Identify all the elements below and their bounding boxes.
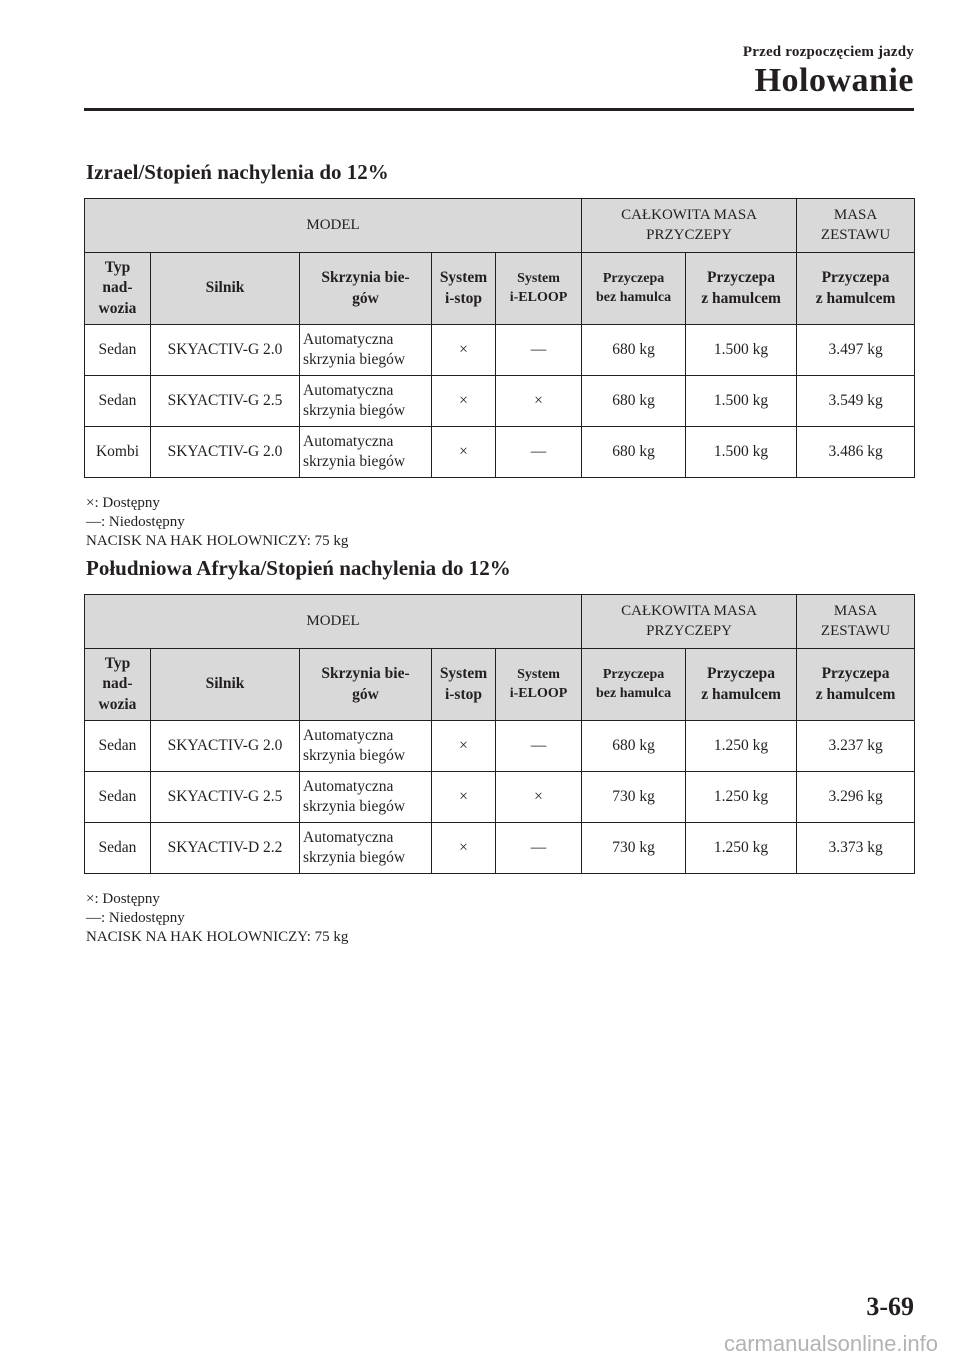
header-body-type: Typ nad- wozia <box>85 253 151 325</box>
cell-body: Sedan <box>85 325 151 376</box>
header-engine: Silnik <box>151 649 300 721</box>
header-model: MODEL <box>85 199 582 253</box>
header-trailer-no-brake: Przyczepa bez hamulca <box>582 649 686 721</box>
cell-trailer-brake: 1.500 kg <box>686 427 797 478</box>
cell-trailer-brake: 1.500 kg <box>686 325 797 376</box>
header-gearbox: Skrzynia bie- gów <box>300 649 432 721</box>
cell-engine: SKYACTIV-G 2.0 <box>151 427 300 478</box>
cell-combo-mass: 3.497 kg <box>797 325 915 376</box>
table-row <box>85 325 915 376</box>
cell-gearbox: Automatyczna skrzynia biegów <box>300 325 432 376</box>
cell-ieloop: — <box>496 427 582 478</box>
cell-engine: SKYACTIV-G 2.0 <box>151 325 300 376</box>
cell-trailer-brake: 1.250 kg <box>686 823 797 874</box>
cell-gearbox: Automatyczna skrzynia biegów <box>300 427 432 478</box>
cell-combo-mass: 3.237 kg <box>797 721 915 772</box>
header-istop: System i-stop <box>432 253 496 325</box>
section-title-south-africa: Południowa Afryka/Stopień nachylenia do 12% <box>86 556 511 580</box>
cell-gearbox: Automatyczna skrzynia biegów <box>300 772 432 823</box>
header-trailer-brake: Przyczepa z hamulcem <box>686 253 797 325</box>
header-gearbox: Skrzynia bie- gów <box>300 253 432 325</box>
towing-table-israel <box>84 198 915 478</box>
cell-gearbox: Automatyczna skrzynia biegów <box>300 721 432 772</box>
cell-ieloop: — <box>496 823 582 874</box>
header-istop: System i-stop <box>432 649 496 721</box>
header-trailer-brake: Przyczepa z hamulcem <box>686 649 797 721</box>
note-tow-load: NACISK NA HAK HOLOWNICZY: 75 kg <box>86 533 349 549</box>
cell-combo-mass: 3.486 kg <box>797 427 915 478</box>
watermark: carmanualsonline.info <box>723 1331 938 1356</box>
table-row <box>85 376 915 427</box>
cell-gearbox: Automatyczna skrzynia biegów <box>300 376 432 427</box>
header-divider <box>84 108 914 111</box>
cell-istop: × <box>432 376 496 427</box>
cell-trailer-no-brake: 680 kg <box>582 325 686 376</box>
cell-trailer-no-brake: 680 kg <box>582 427 686 478</box>
header-total-trailer-mass: CAŁKOWITA MASA PRZYCZEPY <box>582 199 797 253</box>
page-number: 3-69 <box>866 1292 914 1321</box>
cell-engine: SKYACTIV-G 2.0 <box>151 721 300 772</box>
cell-istop: × <box>432 427 496 478</box>
header-combo-trailer-brake: Przyczepa z hamulcem <box>797 253 915 325</box>
note-available: ×: Dostępny <box>86 495 160 511</box>
cell-trailer-no-brake: 680 kg <box>582 376 686 427</box>
cell-body: Sedan <box>85 376 151 427</box>
cell-ieloop: — <box>496 721 582 772</box>
cell-body: Kombi <box>85 427 151 478</box>
note-unavailable: —: Niedostępny <box>86 514 185 530</box>
header-ieloop: System i-ELOOP <box>496 649 582 721</box>
cell-body: Sedan <box>85 772 151 823</box>
cell-istop: × <box>432 823 496 874</box>
header-engine: Silnik <box>151 253 300 325</box>
table-notes <box>86 890 348 947</box>
cell-body: Sedan <box>85 823 151 874</box>
cell-trailer-brake: 1.250 kg <box>686 721 797 772</box>
table-row <box>85 772 915 823</box>
cell-trailer-brake: 1.250 kg <box>686 772 797 823</box>
header-total-trailer-mass: CAŁKOWITA MASA PRZYCZEPY <box>582 595 797 649</box>
cell-engine: SKYACTIV-G 2.5 <box>151 376 300 427</box>
cell-trailer-no-brake: 730 kg <box>582 772 686 823</box>
cell-istop: × <box>432 325 496 376</box>
note-unavailable: —: Niedostępny <box>86 910 185 926</box>
cell-combo-mass: 3.296 kg <box>797 772 915 823</box>
cell-istop: × <box>432 721 496 772</box>
table-row <box>85 721 915 772</box>
cell-combo-mass: 3.549 kg <box>797 376 915 427</box>
cell-ieloop: × <box>496 376 582 427</box>
cell-trailer-brake: 1.500 kg <box>686 376 797 427</box>
table-row <box>85 823 915 874</box>
cell-gearbox: Automatyczna skrzynia biegów <box>300 823 432 874</box>
header-trailer-no-brake: Przyczepa bez hamulca <box>582 253 686 325</box>
cell-body: Sedan <box>85 721 151 772</box>
towing-table-south-africa <box>84 594 915 874</box>
cell-ieloop: × <box>496 772 582 823</box>
cell-trailer-no-brake: 680 kg <box>582 721 686 772</box>
header-combination-mass: MASA ZESTAWU <box>797 199 915 253</box>
header-body-type: Typ nad- wozia <box>85 649 151 721</box>
cell-trailer-no-brake: 730 kg <box>582 823 686 874</box>
cell-istop: × <box>432 772 496 823</box>
cell-engine: SKYACTIV-G 2.5 <box>151 772 300 823</box>
header-model: MODEL <box>85 595 582 649</box>
header-ieloop: System i-ELOOP <box>496 253 582 325</box>
note-tow-load: NACISK NA HAK HOLOWNICZY: 75 kg <box>86 929 349 945</box>
cell-combo-mass: 3.373 kg <box>797 823 915 874</box>
page-title: Holowanie <box>754 62 914 99</box>
section-title-israel: Izrael/Stopień nachylenia do 12% <box>86 160 389 184</box>
header-combination-mass: MASA ZESTAWU <box>797 595 915 649</box>
table-notes <box>86 494 348 551</box>
cell-engine: SKYACTIV-D 2.2 <box>151 823 300 874</box>
header-combo-trailer-brake: Przyczepa z hamulcem <box>797 649 915 721</box>
chapter-label: Przed rozpoczęciem jazdy <box>742 44 914 60</box>
note-available: ×: Dostępny <box>86 891 160 907</box>
cell-ieloop: — <box>496 325 582 376</box>
table-row <box>85 427 915 478</box>
